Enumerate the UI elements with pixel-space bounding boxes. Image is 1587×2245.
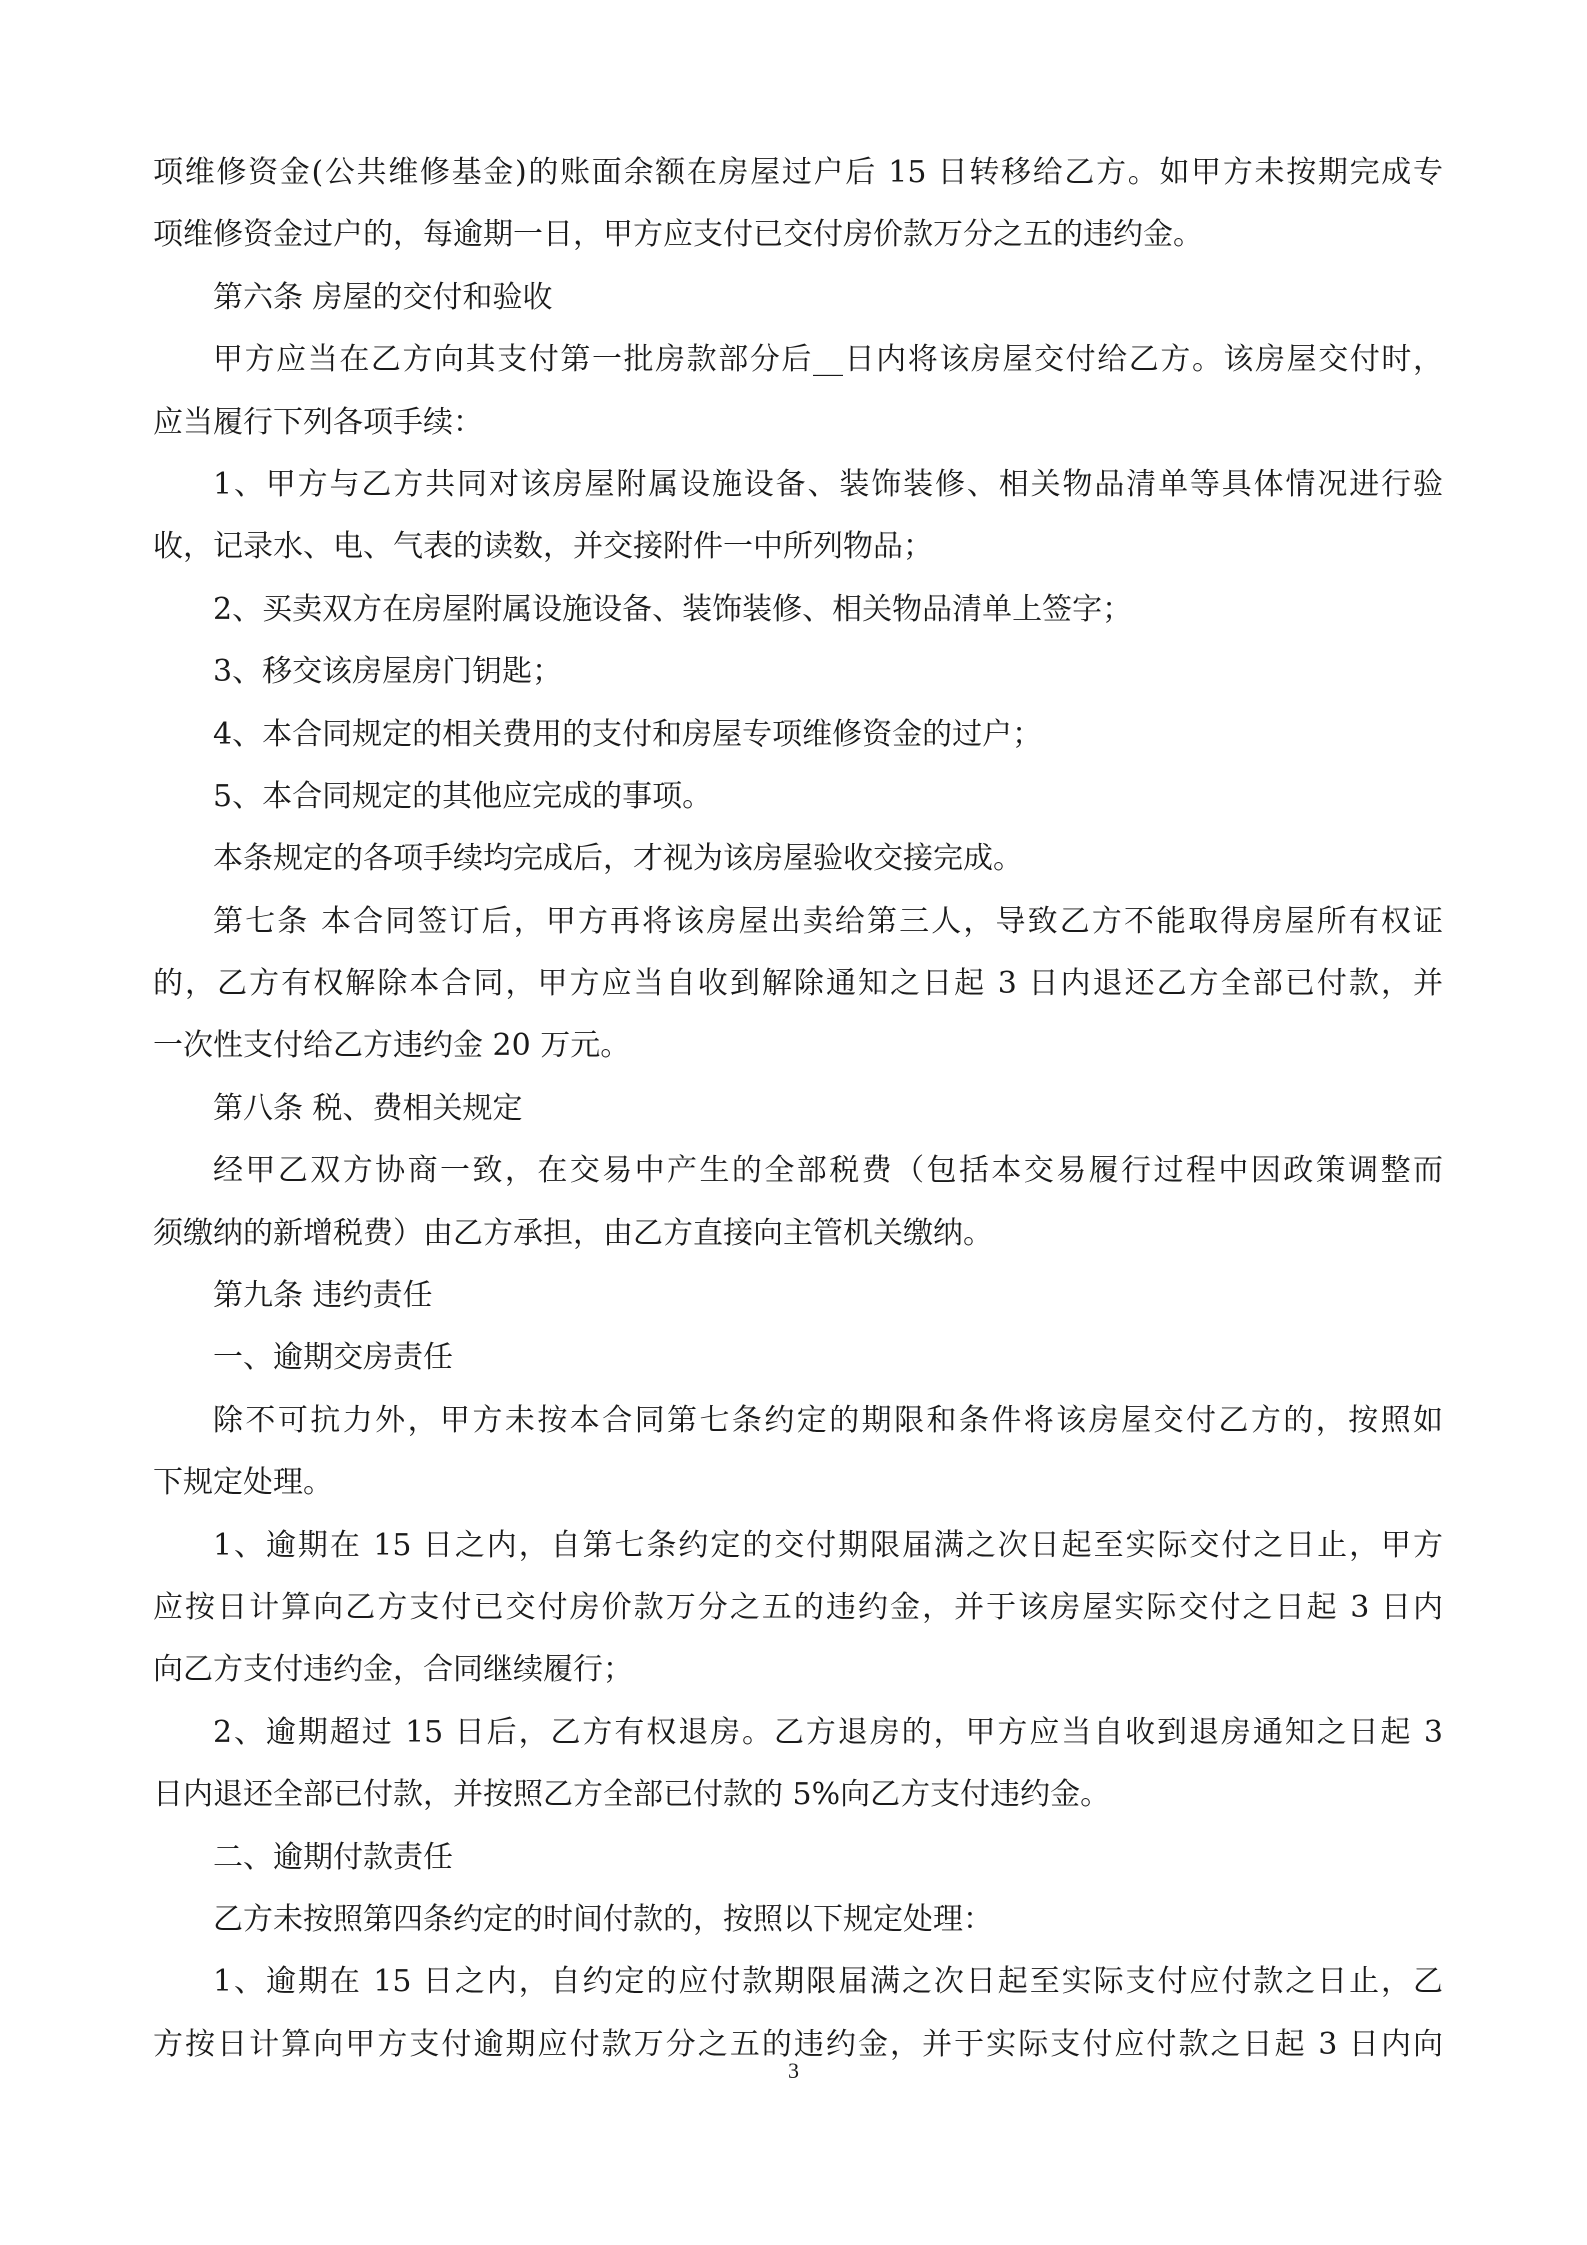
section-heading: 第九条 违约责任	[213, 1278, 433, 1314]
list-item-line: 应按日计算向乙方支付已交付房价款万分之五的违约金，并于该房屋实际交付之日起 3 日内	[153, 1589, 1443, 1625]
list-item-line: 1、逾期在 15 日之内，自第七条约定的交付期限届满之次日起至实际交付之日止，甲方	[213, 1527, 1443, 1563]
body-line: 项维修资金(公共维修基金)的账面余额在房屋过户后 15 日转移给乙方。如甲方未按期完成专	[153, 155, 1443, 190]
body-line: 项维修资金过户的，每逾期一日，甲方应支付已交付房价款万分之五的违约金。	[153, 217, 1203, 253]
body-line: 本条规定的各项手续均完成后，才视为该房屋验收交接完成。	[213, 841, 1023, 877]
list-item-line: 向乙方支付违约金，合同继续履行；	[153, 1652, 633, 1688]
subsection-heading: 一、逾期交房责任	[213, 1340, 453, 1376]
body-line: 下规定处理。	[153, 1465, 333, 1501]
body-line: 甲方应当在乙方向其支付第一批房款部分后__日内将该房屋交付给乙方。该房屋交付时，	[213, 342, 1443, 378]
list-item-line: 4、本合同规定的相关费用的支付和房屋专项维修资金的过户；	[213, 716, 1043, 752]
body-line: 第七条 本合同签订后，甲方再将该房屋出卖给第三人，导致乙方不能取得房屋所有权证	[213, 903, 1443, 939]
list-item-line: 收，记录水、电、气表的读数，并交接附件一中所列物品；	[153, 529, 933, 565]
document-body	[153, 142, 1443, 2076]
body-line: 一次性支付给乙方违约金 20 万元。	[153, 1028, 631, 1064]
list-item-line: 1、逾期在 15 日之内，自约定的应付款期限届满之次日起至实际支付应付款之日止，乙	[213, 1964, 1443, 2000]
body-line: 除不可抗力外，甲方未按本合同第七条约定的期限和条件将该房屋交付乙方的，按照如	[213, 1402, 1443, 1438]
section-heading: 第六条 房屋的交付和验收	[213, 279, 553, 315]
body-line: 应当履行下列各项手续：	[153, 404, 483, 440]
list-item-line: 2、买卖双方在房屋附属设施设备、装饰装修、相关物品清单上签字；	[213, 591, 1133, 627]
list-item-line: 方按日计算向甲方支付逾期应付款万分之五的违约金，并于实际支付应付款之日起 3 日内向	[153, 2026, 1443, 2062]
body-line: 的，乙方有权解除本合同，甲方应当自收到解除通知之日起 3 日内退还乙方全部已付款，并	[153, 966, 1443, 1002]
body-line: 经甲乙双方协商一致，在交易中产生的全部税费（包括本交易履行过程中因政策调整而	[213, 1153, 1443, 1189]
subsection-heading: 二、逾期付款责任	[213, 1839, 453, 1875]
section-heading: 第八条 税、费相关规定	[213, 1090, 523, 1126]
body-line: 须缴纳的新增税费）由乙方承担，由乙方直接向主管机关缴纳。	[153, 1215, 993, 1251]
list-item-line: 3、移交该房屋房门钥匙；	[213, 654, 563, 690]
list-item-line: 2、逾期超过 15 日后，乙方有权退房。乙方退房的，甲方应当自收到退房通知之日起 3	[213, 1714, 1443, 1750]
page-number: 3	[788, 2058, 799, 2083]
list-item-line: 5、本合同规定的其他应完成的事项。	[213, 778, 713, 814]
list-item-line: 日内退还全部已付款，并按照乙方全部已付款的 5%向乙方支付违约金。	[153, 1777, 1111, 1813]
body-line: 乙方未按照第四条约定的时间付款的，按照以下规定处理：	[213, 1901, 993, 1937]
list-item-line: 1、甲方与乙方共同对该房屋附属设施设备、装饰装修、相关物品清单等具体情况进行验	[213, 466, 1443, 502]
